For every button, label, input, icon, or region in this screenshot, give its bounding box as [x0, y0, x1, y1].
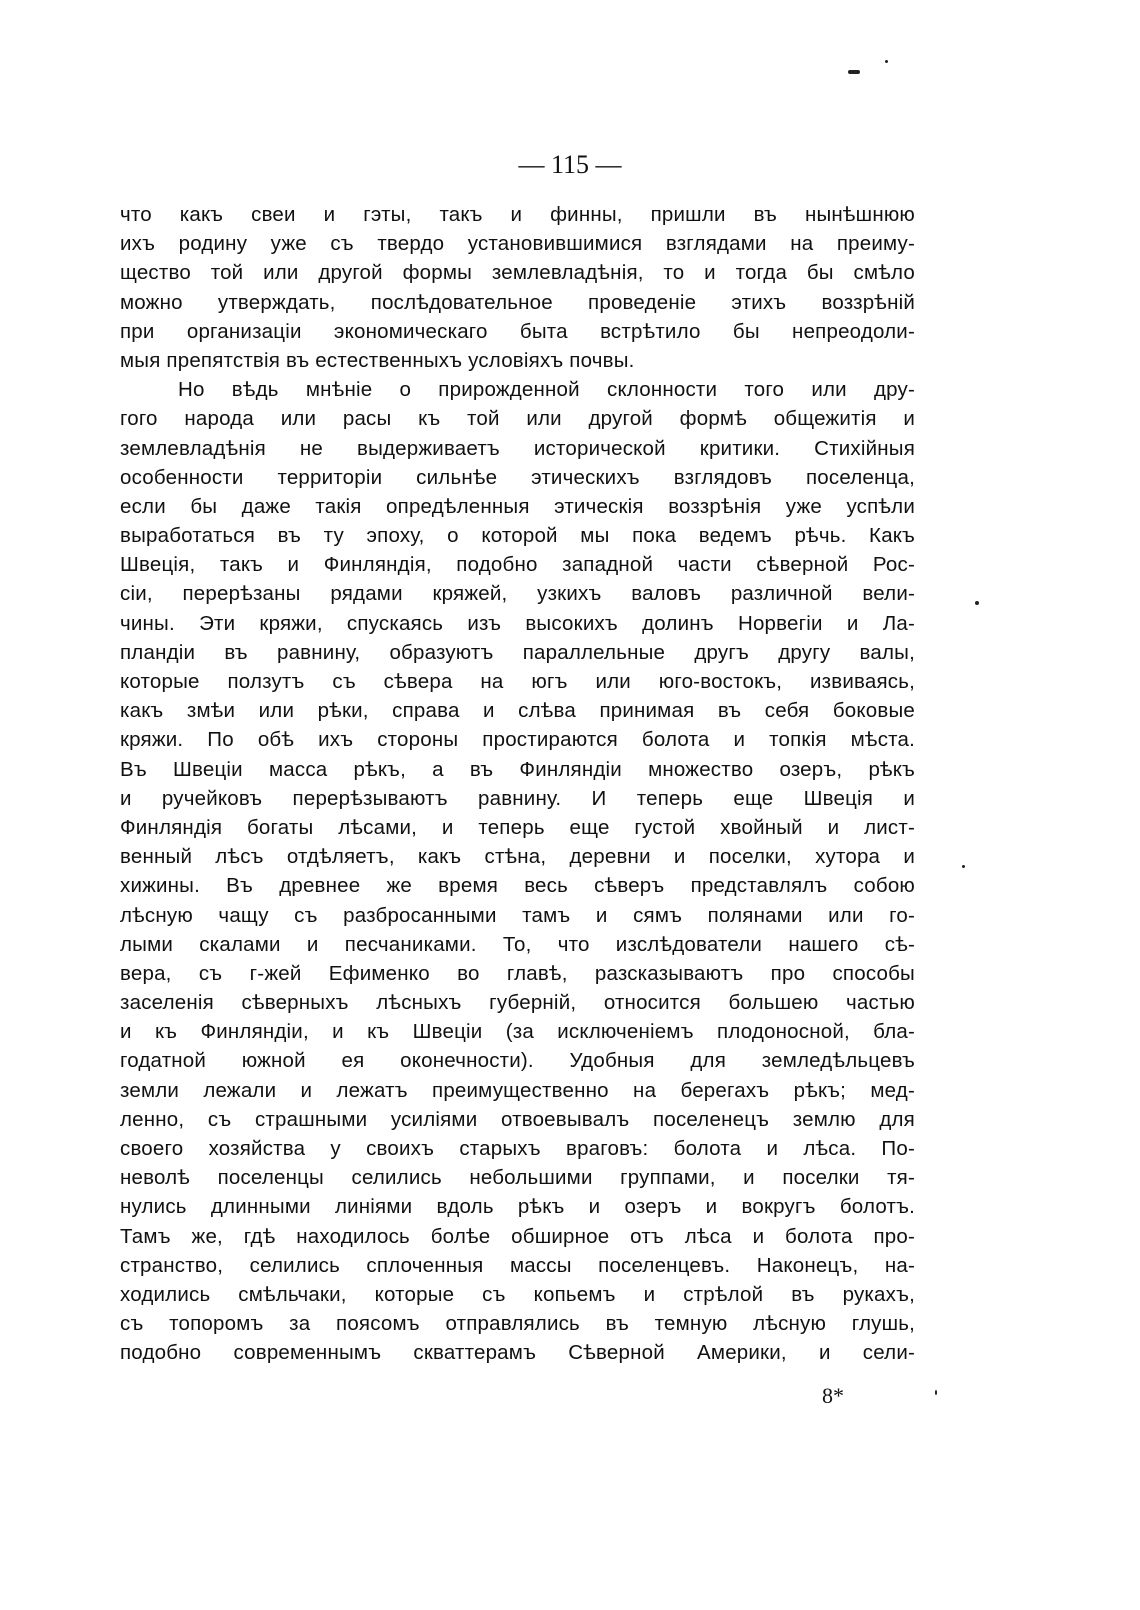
- text-line: хижины. Въ древнее же время весь сѣверъ представлялъ собою: [120, 874, 915, 898]
- text-line: заселенія сѣверныхъ лѣсныхъ губерній, относится большею частью: [120, 991, 915, 1015]
- text-line: при организаціи экономическаго быта встрѣтило бы непреодоли-: [120, 319, 915, 343]
- body-text: [120, 200, 915, 1368]
- text-line: ходились смѣльчаки, которые съ копьемъ и стрѣлой въ рукахъ,: [120, 1282, 915, 1306]
- text-line: Въ Швеціи масса рѣкъ, а въ Финляндіи множество озеръ, рѣкъ: [120, 757, 915, 781]
- text-line: подобно современнымъ скваттерамъ Сѣверной Америки, и сели-: [120, 1341, 915, 1365]
- paragraph-2: [120, 375, 915, 1367]
- text-line: странство, селились сплоченныя массы поселенцевъ. Наконецъ, на-: [120, 1253, 915, 1277]
- text-line: нулись длинными линіями вдоль рѣкъ и озеръ и вокругъ болотъ.: [120, 1195, 915, 1219]
- text-line: земли лежали и лежатъ преимущественно на берегахъ рѣкъ; мед-: [120, 1078, 915, 1102]
- text-line: и ручейковъ перерѣзываютъ равнину. И теперь еще Швеція и: [120, 786, 915, 810]
- text-line: Но вѣдь мнѣніе о прирожденной склонности того или дру-: [178, 378, 915, 402]
- scan-speck: [975, 601, 979, 605]
- scan-speck: [962, 865, 965, 868]
- text-line: ленно, съ страшными усиліями отвоевывалъ поселенецъ землю для: [120, 1107, 915, 1131]
- text-line: выработаться въ ту эпоху, о которой мы пока ведемъ рѣчь. Какъ: [120, 524, 915, 548]
- text-line: которые ползутъ съ сѣвера на югъ или юго-востокъ, извиваясь,: [120, 670, 915, 693]
- text-line: лѣсную чащу съ разбросанными тамъ и сямъ полянами или го-: [120, 903, 915, 927]
- text-line: годатной южной ея оконечности). Удобныя для земледѣльцевъ: [120, 1049, 915, 1073]
- signature-mark: 8*: [822, 1383, 844, 1408]
- text-line: какъ змѣи или рѣки, справа и слѣва принимая въ себя боковые: [120, 699, 915, 723]
- text-line: что какъ свеи и гэты, такъ и финны, пришли въ нынѣшнюю: [120, 203, 915, 226]
- text-line: лыми скалами и песчаниками. То, что изслѣдователи нашего сѣ-: [120, 932, 915, 956]
- text-line: особенности территоріи сильнѣе этическихъ взглядовъ поселенца,: [120, 465, 915, 489]
- text-line: Финляндія богаты лѣсами, и теперь еще густой хвойный и лист-: [120, 815, 915, 839]
- scan-speck: [935, 1390, 937, 1395]
- text-line: кряжи. По обѣ ихъ стороны простираются болота и топкія мѣста.: [120, 728, 915, 752]
- text-line: щество той или другой формы землевладѣнія, то и тогда бы смѣло: [120, 261, 915, 285]
- text-line: своего хозяйства у своихъ старыхъ враговъ: болота и лѣса. По-: [120, 1137, 915, 1160]
- scan-speck: [848, 70, 860, 74]
- paragraph-1: [120, 200, 915, 375]
- text-line: пландіи въ равнину, образуютъ параллельные другъ другу валы,: [120, 640, 915, 664]
- text-line: землевладѣнія не выдерживаетъ исторической критики. Стихійныя: [120, 436, 915, 460]
- text-line: венный лѣсъ отдѣляетъ, какъ стѣна, деревни и поселки, хутора и: [120, 845, 915, 869]
- text-line: Швеція, такъ и Финляндія, подобно западной части сѣверной Рос-: [120, 553, 915, 577]
- scan-speck: [885, 60, 888, 63]
- text-line: неволѣ поселенцы селились небольшими группами, и поселки тя-: [120, 1166, 915, 1190]
- page-number: — 115 —: [518, 150, 622, 179]
- text-line: сіи, перерѣзаны рядами кряжей, узкихъ валовъ различной вели-: [120, 582, 915, 606]
- text-line: чины. Эти кряжи, спускаясь изъ высокихъ долинъ Норвегіи и Ла-: [120, 611, 915, 635]
- text-line: мыя препятствія въ естественныхъ условіяхъ почвы.: [120, 348, 635, 372]
- text-line: если бы даже такія опредѣленныя этическія воззрѣнія уже успѣли: [120, 494, 915, 518]
- text-line: ихъ родину уже съ твердо установившимися взглядами на преиму-: [120, 232, 915, 256]
- text-line: можно утверждать, послѣдовательное проведеніе этихъ воззрѣній: [120, 290, 915, 314]
- text-line: вера, съ г-жей Ефименко во главѣ, разсказываютъ про способы: [120, 961, 915, 985]
- text-line: съ топоромъ за поясомъ отправлялись въ темную лѣсную глушь,: [120, 1312, 915, 1336]
- text-line: Тамъ же, гдѣ находилось болѣе обширное отъ лѣса и болота про-: [120, 1224, 915, 1248]
- text-line: гого народа или расы къ той или другой формѣ общежитія и: [120, 407, 915, 431]
- text-line: и къ Финляндіи, и къ Швеціи (за исключеніемъ плодоносной, бла-: [120, 1020, 915, 1044]
